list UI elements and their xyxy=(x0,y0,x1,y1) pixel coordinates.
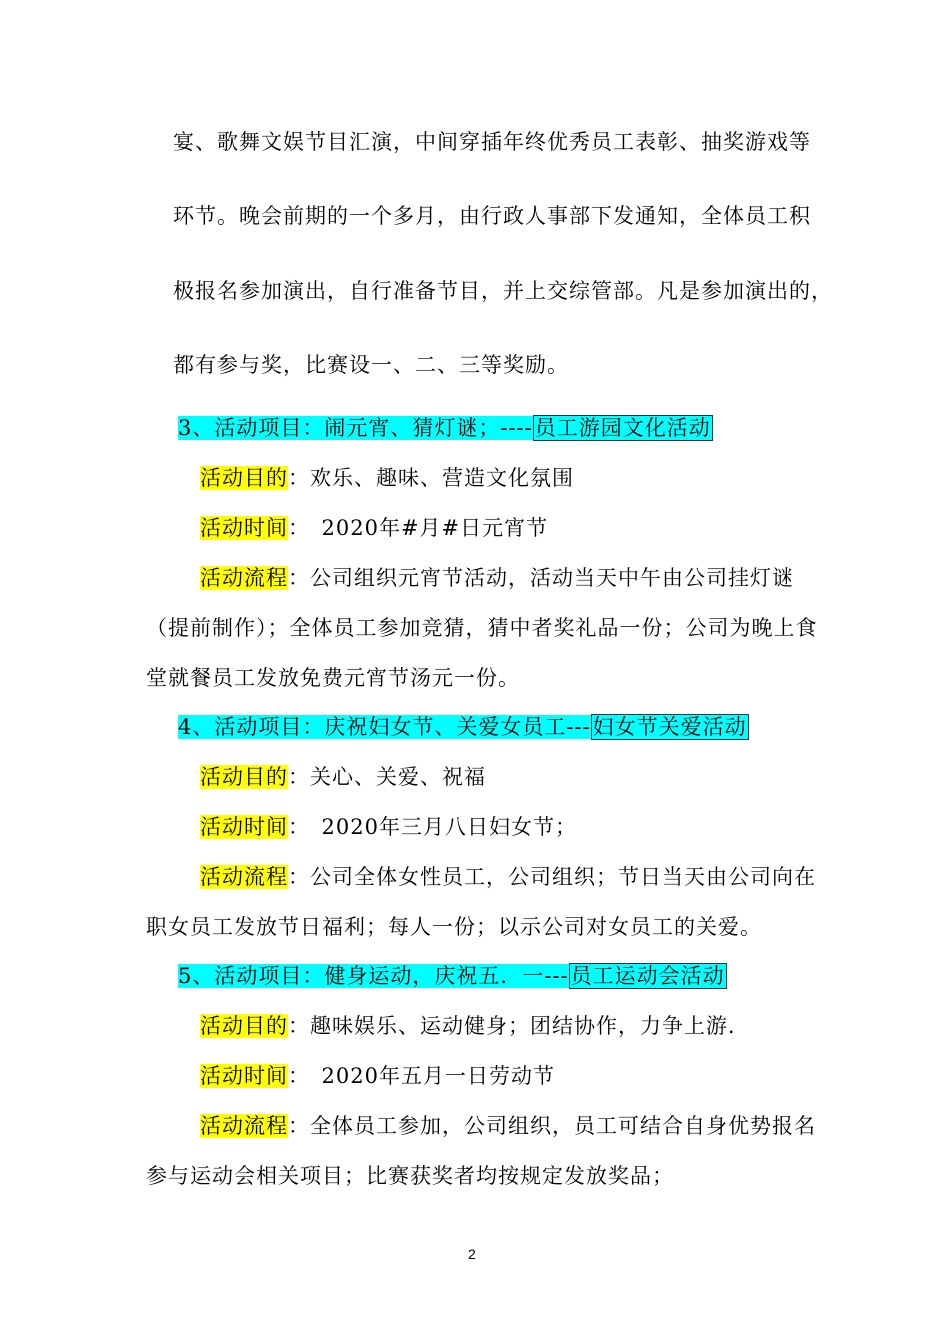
item3-flow-line-2: （提前制作）；全体员工参加竞猜，猜中者奖礼品一份；公司为晚上食 xyxy=(146,616,818,640)
item4-time-line xyxy=(200,812,577,842)
purpose-text: ：欢乐、趣味、营造文化氛围 xyxy=(288,466,574,490)
intro-line-2: 环节。晚会前期的一个多月，由行政人事部下发通知，全体员工积 xyxy=(173,204,811,228)
flow-label: 活动流程 xyxy=(200,566,288,590)
item5-heading: 5、活动项目：健身运动，庆祝五．一--- xyxy=(178,964,569,988)
purpose-label: 活动目的 xyxy=(200,466,288,490)
item3-heading-line xyxy=(178,413,713,443)
intro-line-3: 极报名参加演出，自行准备节目，并上交综管部。凡是参加演出的， xyxy=(173,279,833,303)
item3-heading: 3、活动项目：闹元宵、猜灯谜；---- xyxy=(178,416,533,440)
item4-flow-line-1 xyxy=(200,862,816,892)
flow-label: 活动流程 xyxy=(200,865,288,889)
item4-heading: 4、活动项目：庆祝妇女节、关爱女员工--- xyxy=(178,715,591,739)
item3-flow-line-1 xyxy=(200,563,794,593)
item5-heading-line xyxy=(178,961,727,991)
item3-flow-line-3: 堂就餐员工发放免费元宵节汤元一份。 xyxy=(146,666,520,690)
item5-tag: 员工运动会活动 xyxy=(570,964,725,988)
flow-text: ：公司组织元宵节活动，活动当天中午由公司挂灯谜 xyxy=(288,566,794,590)
item4-tag: 妇女节关爱活动 xyxy=(592,715,747,739)
flow-text: ：公司全体女性员工，公司组织；节日当天由公司向在 xyxy=(288,865,816,889)
time-label: 活动时间 xyxy=(200,516,288,540)
purpose-label: 活动目的 xyxy=(200,1014,288,1038)
item3-purpose-line xyxy=(200,463,574,493)
time-text: ： 2020年#月#日元宵节 xyxy=(288,516,549,540)
item5-flow-line-1 xyxy=(200,1111,816,1141)
purpose-text: ：趣味娱乐、运动健身；团结协作，力争上游． xyxy=(288,1014,750,1038)
item4-flow-line-2: 职女员工发放节日福利；每人一份；以示公司对女员工的关爱。 xyxy=(146,915,762,939)
page-number: 2 xyxy=(468,1246,476,1262)
time-text: ： 2020年三月八日妇女节； xyxy=(288,815,577,839)
time-text: ： 2020年五月一日劳动节 xyxy=(288,1064,555,1088)
purpose-text: ：关心、关爱、祝福 xyxy=(288,765,486,789)
time-label: 活动时间 xyxy=(200,1064,288,1088)
flow-text: ：全体员工参加，公司组织，员工可结合自身优势报名 xyxy=(288,1114,816,1138)
item5-time-line xyxy=(200,1061,555,1091)
time-label: 活动时间 xyxy=(200,815,288,839)
intro-line-4: 都有参与奖，比赛设一、二、三等奖励。 xyxy=(173,353,569,377)
item5-purpose-line xyxy=(200,1011,750,1041)
purpose-label: 活动目的 xyxy=(200,765,288,789)
item4-heading-line xyxy=(178,712,749,742)
item3-time-line xyxy=(200,513,548,543)
intro-line-1: 宴、歌舞文娱节目汇演，中间穿插年终优秀员工表彰、抽奖游戏等 xyxy=(173,130,811,154)
item5-flow-line-2: 参与运动会相关项目；比赛获奖者均按规定发放奖品； xyxy=(146,1164,674,1188)
item3-tag: 员工游园文化活动 xyxy=(534,416,711,440)
flow-label: 活动流程 xyxy=(200,1114,288,1138)
item4-purpose-line xyxy=(200,762,486,792)
